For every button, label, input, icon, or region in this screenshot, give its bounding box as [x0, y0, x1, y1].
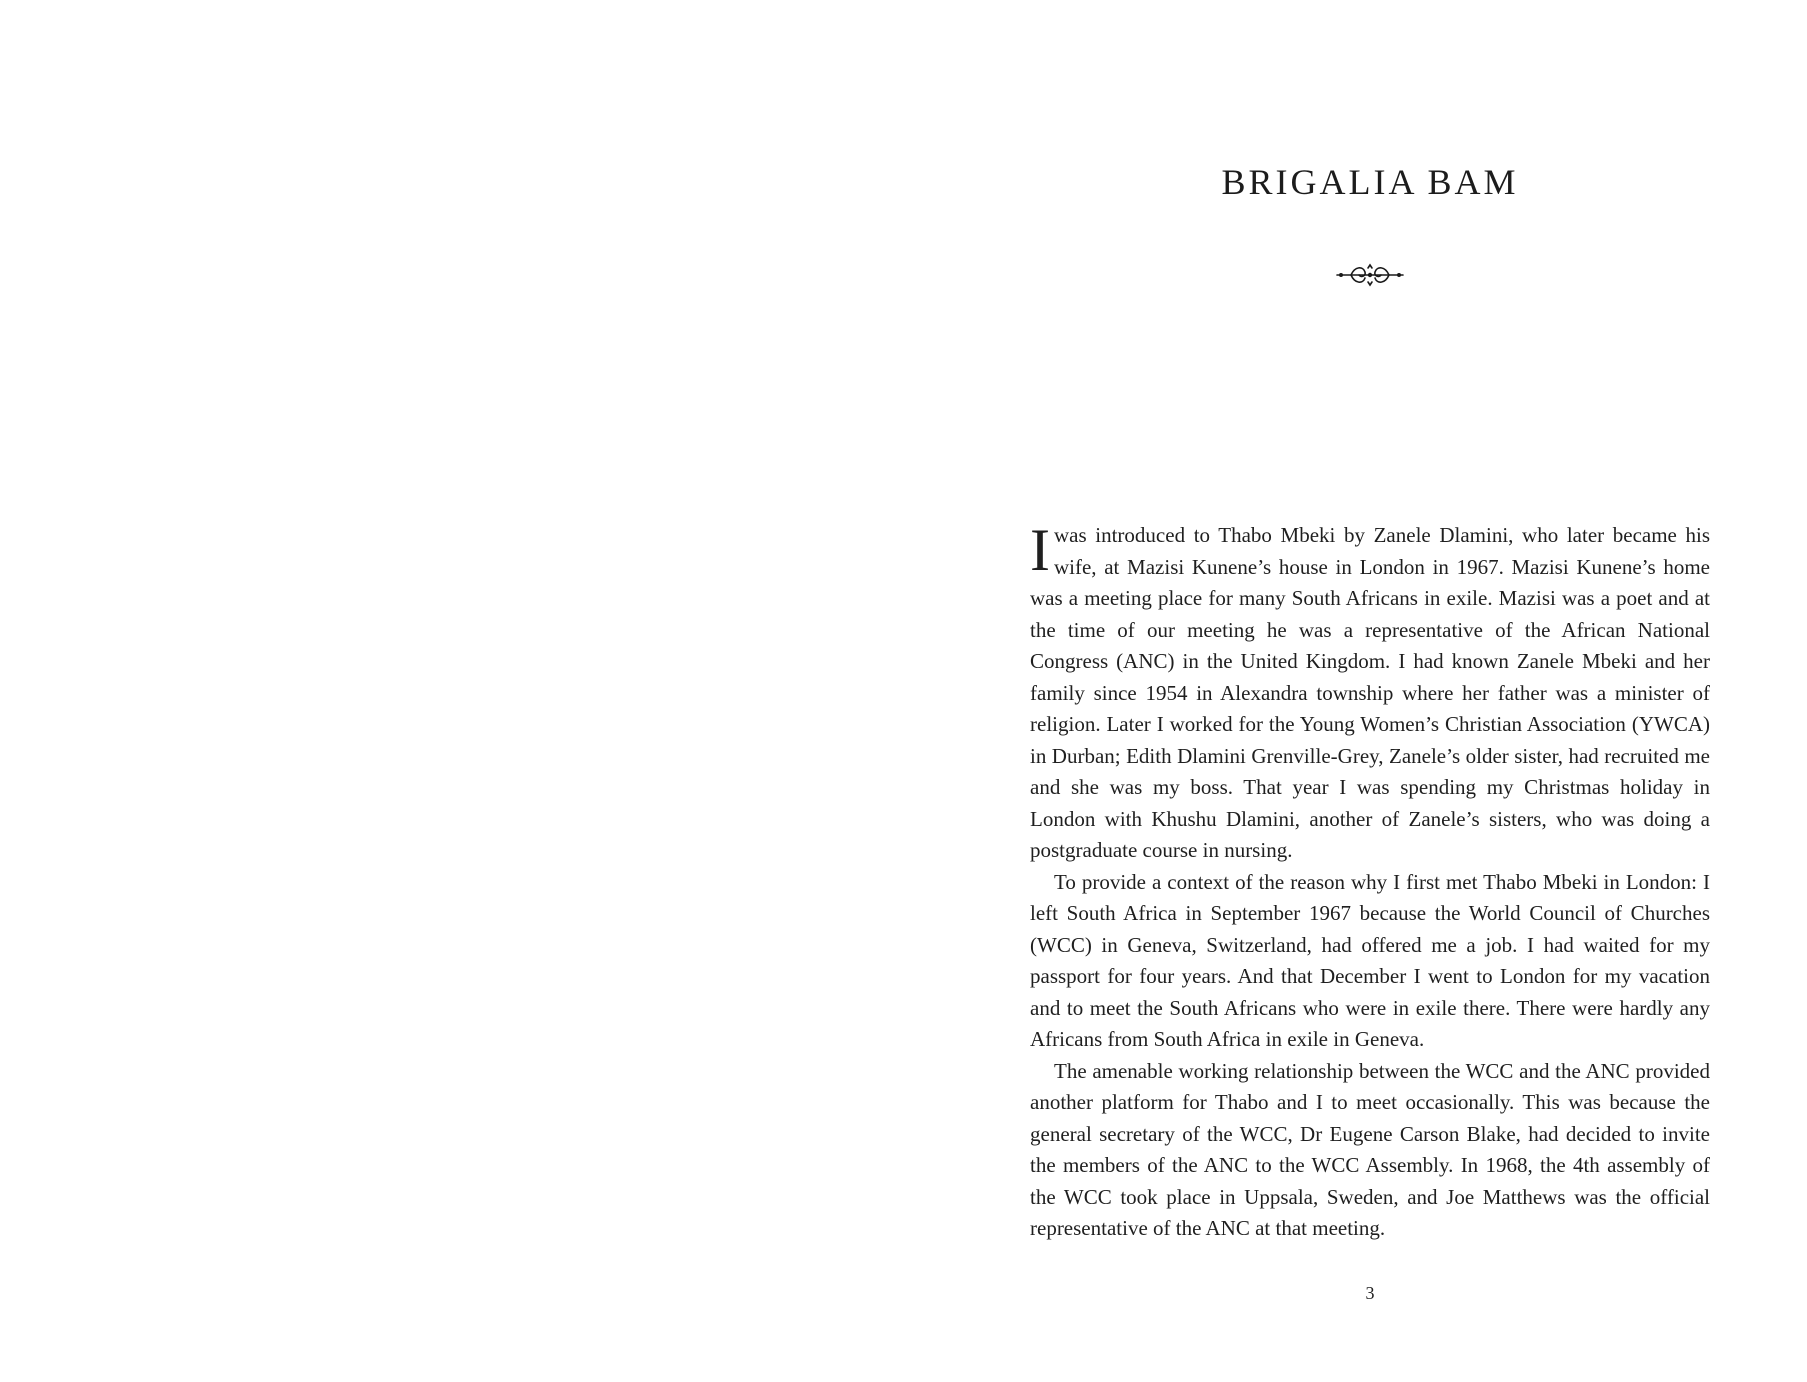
page-number: 3 [1365, 1283, 1375, 1303]
chapter-body [1030, 517, 1710, 1245]
left-page-blank [0, 0, 903, 1382]
paragraph-2: To provide a context of the reason why I first met Thabo Mbeki in London: I left South Africa in September 1967 because the World Council of Churches (WCC) in Geneva, Switzerland, had offered me a job. I had waited for my passport for four years. And that December I went to London for my vacation and to meet the South Africans who were in exile there. There were hardly any Africans from South Africa in exile in Geneva. [1030, 869, 1710, 1051]
paragraph-3: The amenable working relationship between the WCC and the ANC provided another platform for Thabo and I to meet occasionally. This was because the general secretary of the WCC, Dr Eugene Carson Blake, had decided to invite the members of the ANC to the WCC Assembly. In 1968, the 4th assembly of the WCC took place in Uppsala, Sweden, and Joe Matthews was the official representative of the ANC at that meeting. [1030, 1058, 1710, 1240]
chapter-title: BRIGALIA BAM [1221, 162, 1519, 202]
drop-cap: I [1030, 517, 1050, 583]
fleuron-ornament-icon [1335, 262, 1405, 288]
paragraph-1 [1030, 517, 1710, 867]
paragraph-1-text: was introduced to Thabo Mbeki by Zanele Dlamini, who later became his wife, at Mazisi Kunene’s house in London in 1967. Mazisi Kunene’s home was a meeting place for many South Africans in exile. Mazisi was a poet and at the time of our meeting he was a representative of the African National Congress (ANC) in the United Kingdom. I had known Zanele Mbeki and her family since 1954 in Alexandra township where her father was a minister of religion. Later I worked for the Young Women’s Christian Association (YWCA) in Durban; Edith Dlamini Grenville-Grey, Zanele’s older sister, had recruited me and she was my boss. That year I was spending my Christmas holiday in London with Khushu Dlamini, another of Zanele’s sisters, who was doing a postgraduate course in nursing. [1030, 523, 1710, 862]
